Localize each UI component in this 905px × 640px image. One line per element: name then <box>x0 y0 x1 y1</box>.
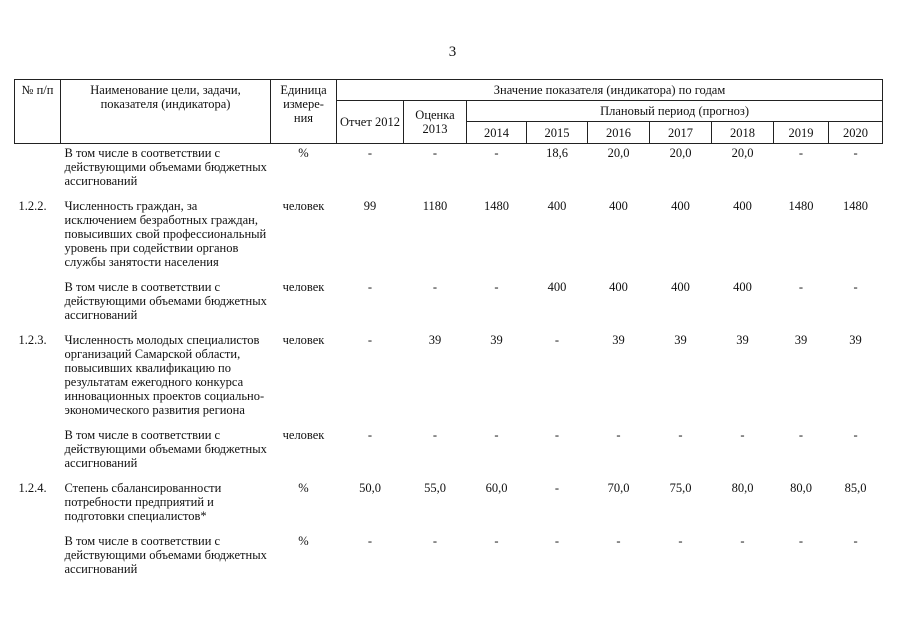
value-cell: - <box>367 146 373 160</box>
unit-cell: человек <box>282 428 325 442</box>
header-planning: Плановый период (прогноз) <box>467 101 883 122</box>
indicator-name: В том числе в соответствии с действующими объемами бюджетных ассигнований <box>64 146 267 188</box>
row-number <box>15 532 61 585</box>
value-cell: 39 <box>849 333 862 347</box>
indicator-name: Численность граждан, за исключением безработных граждан, повысивших свой профессиональный уровень при содействии органов службы занятости населения <box>64 199 267 269</box>
value-cell: - <box>554 534 560 548</box>
value-cell: - <box>367 333 373 347</box>
value-cell: 39 <box>428 333 442 347</box>
value-cell: 18,6 <box>546 146 568 160</box>
header-year: 2015 <box>527 122 588 144</box>
value-cell: - <box>432 534 438 548</box>
header-num: № п/п <box>15 80 61 144</box>
value-cell: 400 <box>547 280 567 294</box>
header-year: 2017 <box>650 122 712 144</box>
unit-cell: % <box>298 534 309 548</box>
value-cell: - <box>554 428 560 442</box>
value-cell: 80,0 <box>790 481 812 495</box>
unit-cell: % <box>298 146 309 160</box>
value-cell: 400 <box>609 280 628 294</box>
header-report: Отчет 2012 <box>337 101 404 144</box>
value-cell: 1480 <box>484 199 509 213</box>
value-cell: - <box>678 428 683 442</box>
value-cell: 75,0 <box>669 481 692 495</box>
value-cell: - <box>367 280 373 294</box>
table-row <box>15 278 883 331</box>
indicator-name: В том числе в соответствии с действующими объемами бюджетных ассигнований <box>64 280 267 322</box>
value-cell: 50,0 <box>359 481 381 495</box>
value-cell: - <box>798 534 804 548</box>
row-number: 1.2.4. <box>18 481 47 495</box>
value-cell: 55,0 <box>424 481 446 495</box>
header-name: Наименование цели, задачи, показателя (индикатора) <box>61 80 271 144</box>
value-cell: 400 <box>671 199 690 213</box>
value-cell: - <box>432 280 438 294</box>
unit-cell: % <box>298 481 309 495</box>
value-cell: 70,0 <box>607 481 630 495</box>
header-unit: Единица измере- ния <box>271 80 337 144</box>
value-cell: - <box>554 481 560 495</box>
row-number: 1.2.2. <box>18 199 47 213</box>
value-cell: 39 <box>736 333 749 347</box>
value-cell: 39 <box>612 333 625 347</box>
value-cell: - <box>853 428 858 442</box>
value-cell: - <box>740 534 745 548</box>
value-cell: - <box>798 280 804 294</box>
value-cell: - <box>798 146 804 160</box>
value-cell: - <box>853 534 858 548</box>
value-cell: - <box>432 428 438 442</box>
value-cell: - <box>798 428 804 442</box>
value-cell: 39 <box>794 333 808 347</box>
value-cell: - <box>853 146 858 160</box>
unit-cell: человек <box>282 199 325 213</box>
row-number <box>15 426 61 479</box>
value-cell: - <box>678 534 683 548</box>
header-values-group: Значение показателя (индикатора) по годам <box>337 80 883 101</box>
value-cell: 60,0 <box>485 481 508 495</box>
row-number: 1.2.3. <box>18 333 47 347</box>
value-cell: 1480 <box>788 199 814 213</box>
table-row <box>15 331 883 426</box>
value-cell: - <box>853 280 858 294</box>
value-cell: 80,0 <box>731 481 754 495</box>
value-cell: - <box>432 146 438 160</box>
page-number: 3 <box>448 44 457 60</box>
table-header <box>15 80 883 144</box>
row-number <box>15 144 61 198</box>
unit-cell: человек <box>282 280 325 294</box>
header-year: 2016 <box>588 122 650 144</box>
value-cell: - <box>554 333 560 347</box>
value-cell: 400 <box>609 199 628 213</box>
value-cell: 1180 <box>422 199 448 213</box>
value-cell: 39 <box>490 333 503 347</box>
value-cell: - <box>494 534 499 548</box>
table-row <box>15 197 883 278</box>
indicators-table <box>14 79 883 585</box>
value-cell: 99 <box>363 199 377 213</box>
value-cell: - <box>616 534 621 548</box>
value-cell: - <box>740 428 745 442</box>
indicator-name: В том числе в соответствии с действующими объемами бюджетных ассигнований <box>64 534 267 576</box>
value-cell: 400 <box>547 199 567 213</box>
value-cell: 39 <box>674 333 687 347</box>
header-year: 2020 <box>829 122 883 144</box>
value-cell: - <box>367 534 373 548</box>
value-cell: - <box>616 428 621 442</box>
table-row <box>15 479 883 532</box>
indicator-name: Численность молодых специалистов организаций Самарской области, повысивших квалификацию по результатам ежегодного конкурса инновационных проектов социально-экономического развития региона <box>64 333 265 417</box>
unit-cell: человек <box>282 333 325 347</box>
table-row <box>15 532 883 585</box>
value-cell: 20,0 <box>607 146 630 160</box>
value-cell: - <box>494 280 499 294</box>
value-cell: 1480 <box>843 199 869 213</box>
table-row <box>15 144 883 198</box>
header-year: 2019 <box>774 122 829 144</box>
header-estimate: Оценка 2013 <box>404 101 467 144</box>
header-year: 2018 <box>712 122 774 144</box>
value-cell: 20,0 <box>669 146 692 160</box>
table-body <box>15 144 883 586</box>
indicator-name: В том числе в соответствии с действующими объемами бюджетных ассигнований <box>64 428 267 470</box>
row-number <box>15 278 61 331</box>
value-cell: - <box>367 428 373 442</box>
value-cell: 85,0 <box>844 481 867 495</box>
value-cell: - <box>494 146 499 160</box>
value-cell: - <box>494 428 499 442</box>
indicator-name: Степень сбалансированности потребности предприятий и подготовки специалистов* <box>64 481 222 523</box>
value-cell: 400 <box>733 280 752 294</box>
table-row <box>15 426 883 479</box>
value-cell: 20,0 <box>731 146 754 160</box>
value-cell: 400 <box>733 199 752 213</box>
value-cell: 400 <box>671 280 690 294</box>
header-year: 2014 <box>467 122 527 144</box>
